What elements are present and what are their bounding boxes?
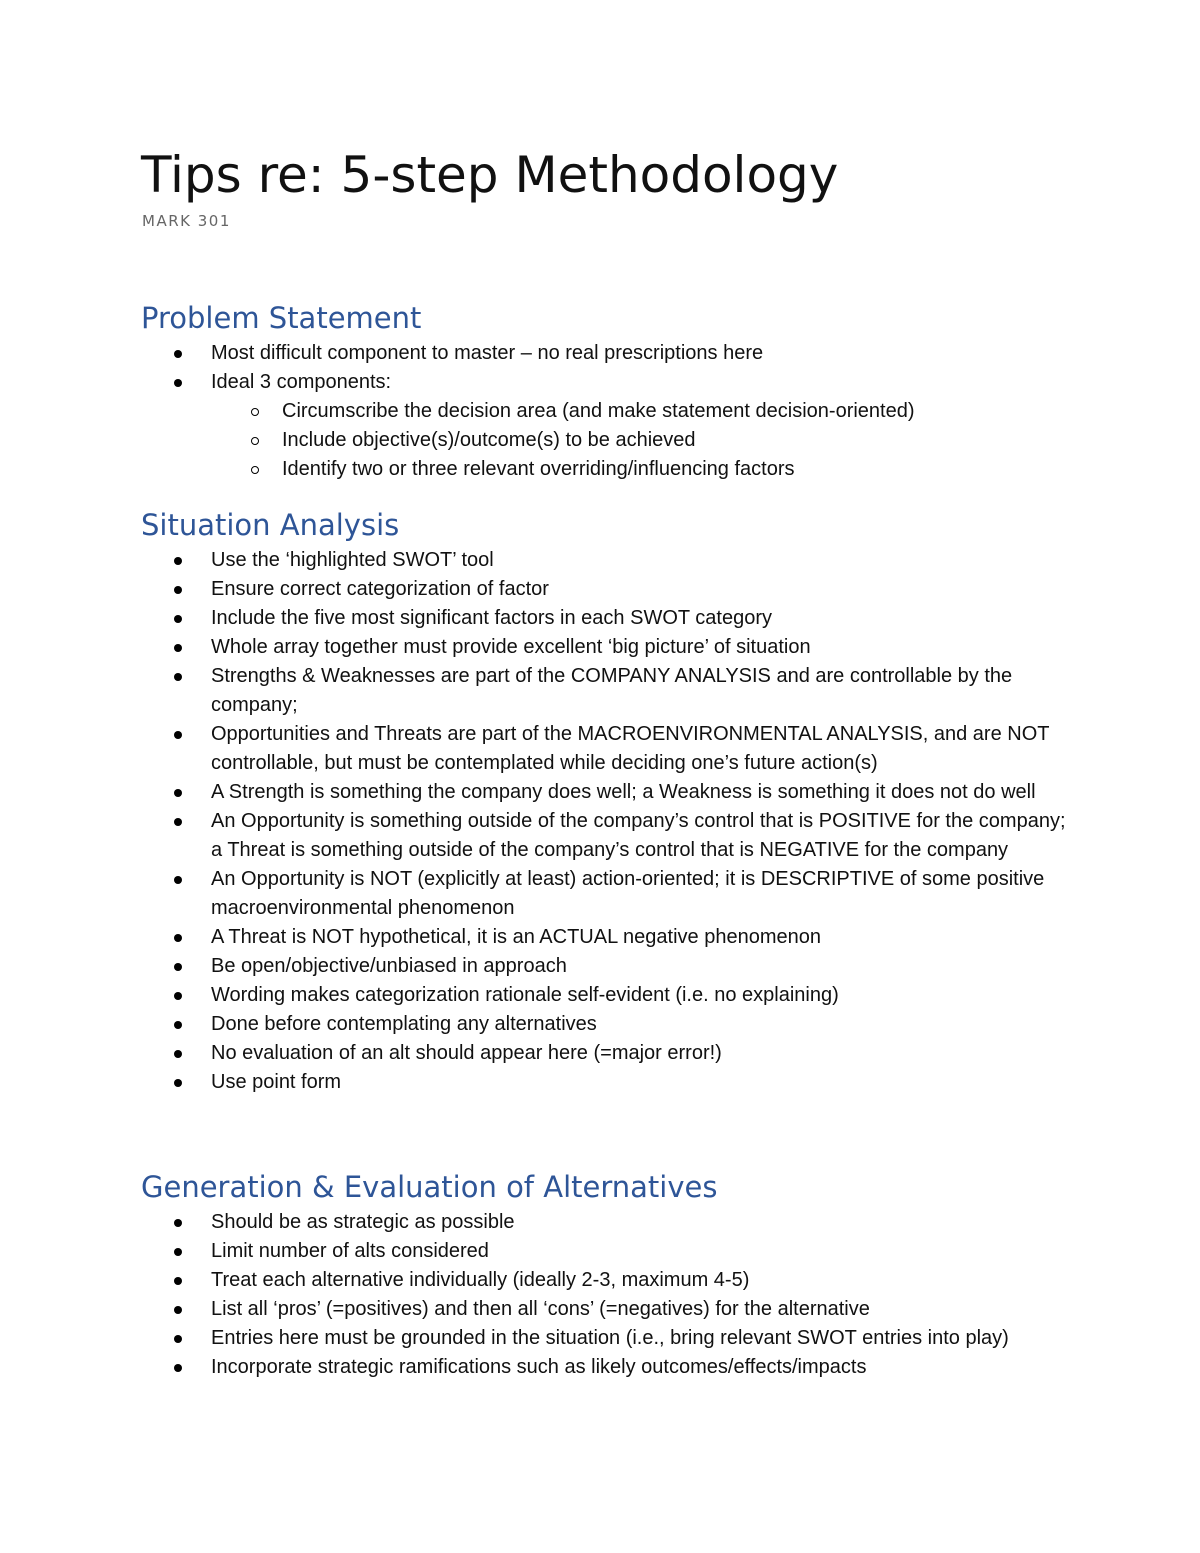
list-item-text: Be open/objective/unbiased in approach xyxy=(211,955,567,977)
list-item-text: Use the ‘highlighted SWOT’ tool xyxy=(211,549,494,571)
list-item-text: Wording makes categorization rationale self-evident (i.e. no explaining) xyxy=(211,984,839,1006)
list-item xyxy=(141,981,1081,1010)
list-item xyxy=(141,778,1081,807)
list-item-text: Use point form xyxy=(211,1071,342,1093)
bullet-icon xyxy=(174,1335,182,1343)
list-item xyxy=(141,1324,1081,1353)
sub-list-item-text: Include objective(s)/outcome(s) to be achieved xyxy=(282,429,696,451)
list-item-text: Strengths & Weaknesses are part of the COMPANY ANALYSIS and are controllable by the company; xyxy=(211,665,1013,716)
list-item xyxy=(141,1295,1081,1324)
list-item xyxy=(141,1010,1081,1039)
list-item-text: No evaluation of an alt should appear here (=major error!) xyxy=(211,1042,722,1064)
bullet-icon xyxy=(174,1277,182,1285)
list-item-text: Treat each alternative individually (ideally 2-3, maximum 4-5) xyxy=(211,1269,750,1291)
list-item-text: A Strength is something the company does well; a Weakness is something it does not do well xyxy=(211,781,1036,803)
section-situation-analysis xyxy=(141,504,1081,1097)
list-item-text: Incorporate strategic ramifications such as likely outcomes/effects/impacts xyxy=(211,1356,867,1378)
bullet-icon xyxy=(174,1219,182,1227)
bullet-icon xyxy=(174,934,182,942)
list-item-text: A Threat is NOT hypothetical, it is an ACTUAL negative phenomenon xyxy=(211,926,821,948)
list-item-text: Should be as strategic as possible xyxy=(211,1211,515,1233)
document-subtitle: MARK 301 xyxy=(142,212,231,230)
bullet-icon xyxy=(174,876,182,884)
list-item-text: Limit number of alts considered xyxy=(211,1240,489,1262)
list-item-text: Include the five most significant factors in each SWOT category xyxy=(211,607,772,629)
section-heading: Situation Analysis xyxy=(141,508,400,542)
circle-bullet-icon xyxy=(251,437,259,445)
list-item-text: Ensure correct categorization of factor xyxy=(211,578,549,600)
bullet-icon xyxy=(174,731,182,739)
document-title: Tips re: 5-step Methodology xyxy=(141,146,839,204)
list-item xyxy=(141,720,1081,778)
list-item-text: An Opportunity is NOT (explicitly at least) action-oriented; it is DESCRIPTIVE of some positive macroenvironmental phenomenon xyxy=(211,868,1045,919)
bullet-icon xyxy=(174,1248,182,1256)
list-item-text: Whole array together must provide excellent ‘big picture’ of situation xyxy=(211,636,811,658)
section-heading: Generation & Evaluation of Alternatives xyxy=(141,1170,718,1204)
bullet-list xyxy=(141,1208,1081,1382)
list-item xyxy=(141,923,1081,952)
list-item xyxy=(141,1266,1081,1295)
list-item xyxy=(141,1353,1081,1382)
bullet-icon xyxy=(174,350,182,358)
sub-list-item xyxy=(141,426,1081,455)
list-item xyxy=(141,807,1081,865)
list-item xyxy=(141,1039,1081,1068)
list-item xyxy=(141,1237,1081,1266)
section-heading: Problem Statement xyxy=(141,301,422,335)
bullet-icon xyxy=(174,818,182,826)
sub-bullet-list xyxy=(211,397,1081,484)
bullet-icon xyxy=(174,1364,182,1372)
list-item-text: Ideal 3 components: xyxy=(211,371,392,393)
bullet-icon xyxy=(174,644,182,652)
bullet-icon xyxy=(174,1306,182,1314)
list-item xyxy=(141,1068,1081,1097)
list-item xyxy=(141,633,1081,662)
list-item-text: List all ‘pros’ (=positives) and then all ‘cons’ (=negatives) for the alternative xyxy=(211,1298,870,1320)
list-item-text: Done before contemplating any alternatives xyxy=(211,1013,597,1035)
bullet-icon xyxy=(174,1079,182,1087)
list-item xyxy=(141,604,1081,633)
list-item-text: An Opportunity is something outside of the company’s control that is POSITIVE for the company; a Threat is something outside of the company’s control that is NEGATIVE for the company xyxy=(211,810,1066,861)
bullet-icon xyxy=(174,557,182,565)
list-item xyxy=(141,662,1081,720)
sub-list-item-text: Circumscribe the decision area (and make statement decision-oriented) xyxy=(282,400,915,422)
section-alternatives xyxy=(141,1166,1081,1382)
circle-bullet-icon xyxy=(251,466,259,474)
bullet-icon xyxy=(174,586,182,594)
list-item xyxy=(141,865,1081,923)
list-item xyxy=(141,952,1081,981)
list-item xyxy=(141,575,1081,604)
bullet-icon xyxy=(174,615,182,623)
circle-bullet-icon xyxy=(251,408,259,416)
bullet-icon xyxy=(174,789,182,797)
bullet-icon xyxy=(174,1050,182,1058)
list-item xyxy=(141,368,1081,484)
bullet-list xyxy=(141,339,1081,484)
sub-list-item xyxy=(141,397,1081,426)
bullet-icon xyxy=(174,673,182,681)
bullet-icon xyxy=(174,1021,182,1029)
list-item xyxy=(141,546,1081,575)
section-problem-statement xyxy=(141,297,1081,484)
sub-list-item-text: Identify two or three relevant overriding/influencing factors xyxy=(282,458,795,480)
sub-list-item xyxy=(141,455,1081,484)
list-item-text: Opportunities and Threats are part of the MACROENVIRONMENTAL ANALYSIS, and are NOT controllable, but must be contemplated while deciding one’s future action(s) xyxy=(211,723,1050,774)
bullet-icon xyxy=(174,992,182,1000)
bullet-icon xyxy=(174,963,182,971)
list-item xyxy=(141,339,1081,368)
bullet-list xyxy=(141,546,1081,1097)
bullet-icon xyxy=(174,379,182,387)
list-item-text: Entries here must be grounded in the situation (i.e., bring relevant SWOT entries into play) xyxy=(211,1327,1009,1349)
list-item-text: Most difficult component to master – no real prescriptions here xyxy=(211,342,764,364)
list-item xyxy=(141,1208,1081,1237)
